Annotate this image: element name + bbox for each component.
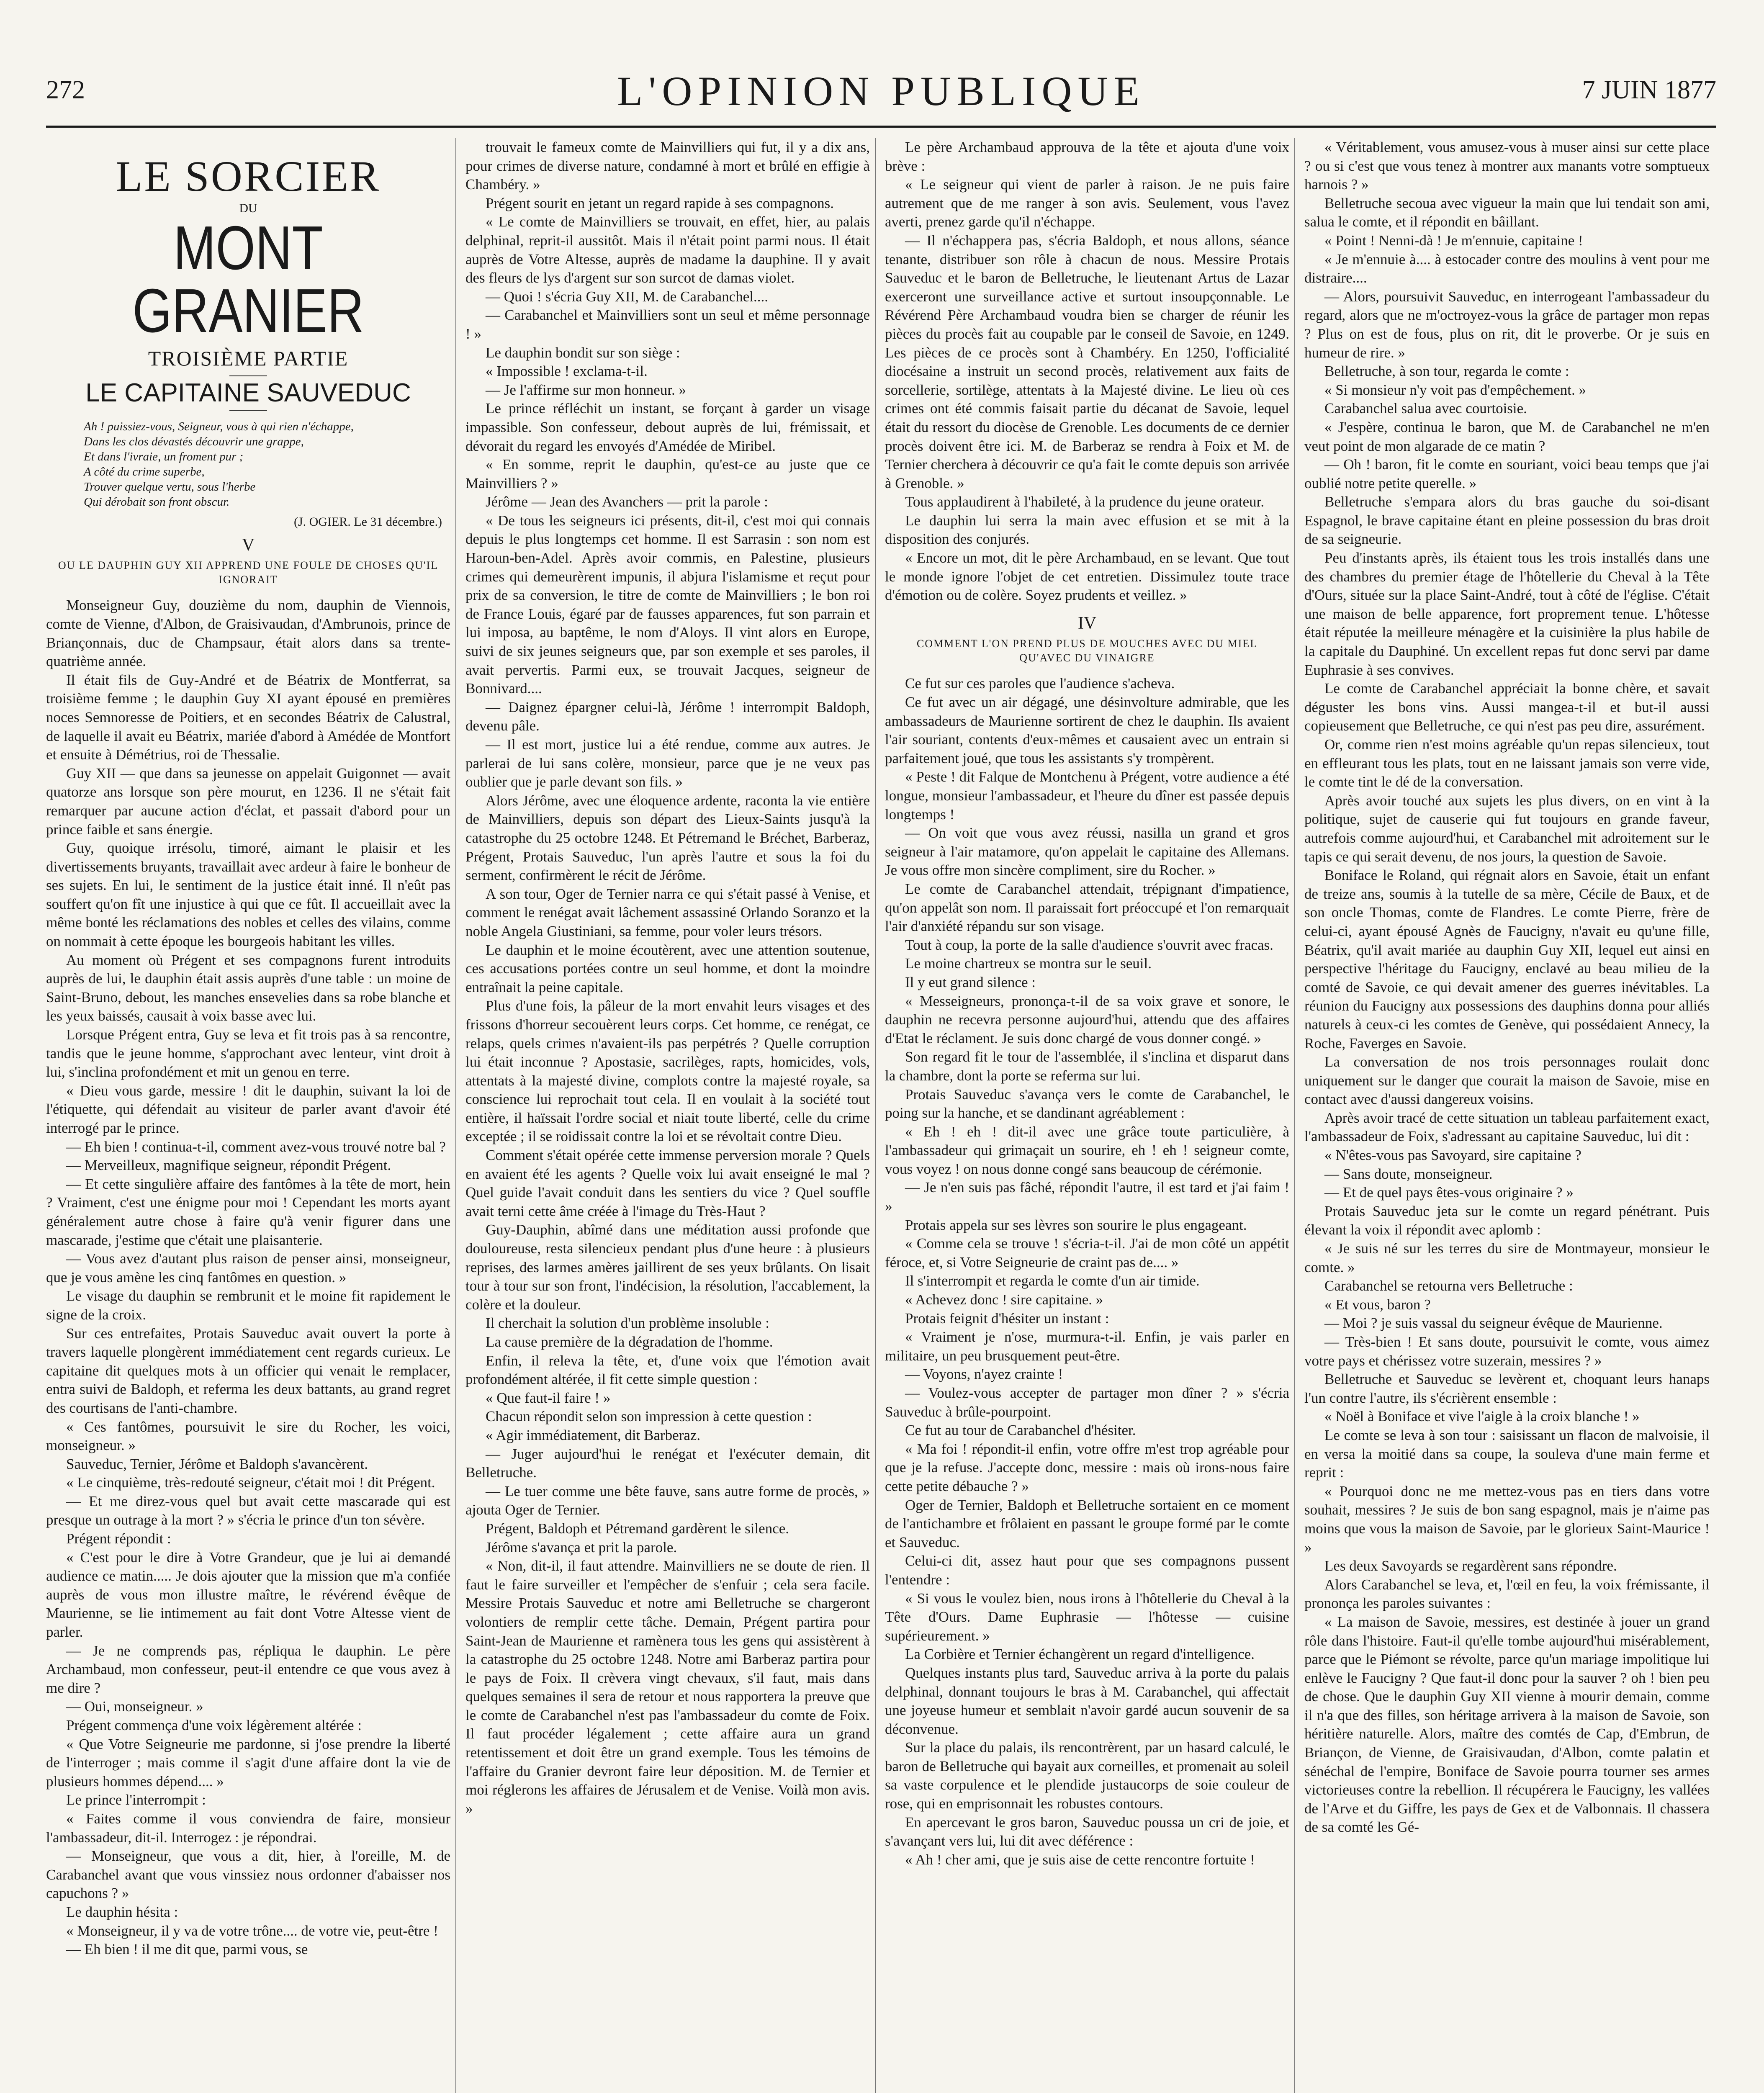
paragraph: Tous applaudirent à l'habileté, à la prudence du jeune orateur.	[905, 494, 1265, 510]
paragraph: « Le cinquième, très-redouté seigneur, c'était moi ! dit Prégent.	[66, 1474, 435, 1491]
section-title: LE CAPITAINE SAUVEDUC	[85, 378, 411, 407]
column-1	[46, 138, 456, 2093]
paragraph: — Vous avez d'autant plus raison de penser ainsi, monseigneur, que je vous amène les cinq fantômes en question. »	[46, 1250, 450, 1286]
paragraph: — Il est mort, justice lui a été rendue, comme aux autres. Je parlerai de lui sans colère, monsieur, parce que je ne veux pas oublier que je parle devant son fils. »	[465, 736, 870, 790]
paragraph: Prégent sourit en jetant un regard rapide à ses compagnons.	[486, 195, 834, 211]
paragraph: Protais Sauveduc jeta sur le comte un regard pénétrant. Puis élevant la voix il répondit avec aplomb :	[1304, 1203, 1710, 1238]
paragraph: « Comme cela se trouve ! s'écria-t-il. J'ai de mon côté un appétit féroce, et, si Votre Seigneurie de craint pas de.... »	[885, 1235, 1289, 1270]
page-header	[46, 67, 1716, 121]
paragraph: « Eh ! eh ! dit-il avec une grâce toute particulière, à l'ambassadeur qui grimaçait un sourire, eh ! eh ! seigneur comte, vous voyez ! on nous donne congé sans beaucoup de cérémonie.	[885, 1123, 1289, 1177]
paragraph: — Eh bien ! il me dit que, parmi vous, se	[66, 1941, 308, 1958]
paragraph: — Et cette singulière affaire des fantômes à la tête de mort, hein ? Vraiment, c'est une énigme pour moi ! Cependant les morts ayant généralement autre chose à faire qu'à venir figurer dans une mascarade, j'estime que c'était une plaisanterie.	[46, 1175, 450, 1248]
paragraph: « N'êtes-vous pas Savoyard, sire capitaine ?	[1324, 1147, 1581, 1164]
paragraph: Le dauphin bondit sur son siège :	[486, 344, 680, 361]
section-rule	[229, 410, 267, 411]
paragraph: — Je l'affirme sur mon honneur. »	[486, 381, 687, 398]
col3-text-a	[885, 138, 1289, 605]
paragraph: Carabanchel salua avec courtoisie.	[1324, 400, 1527, 417]
paragraph: Il y eut grand silence :	[905, 974, 1036, 990]
paragraph: « C'est pour le dire à Votre Grandeur, que je lui ai demandé audience ce matin..... Je dois ajouter que la mission que m'a confiée auprès de vous mon illustre maître, le révérend évêque de Maurienne, se lie intimement au fait dont Votre Altesse vient de parler.	[46, 1549, 450, 1640]
paragraph: Celui-ci dit, assez haut pour que ses compagnons pussent l'entendre :	[885, 1553, 1289, 1588]
newspaper-columns	[46, 138, 1716, 2093]
paragraph: Ce fut au tour de Carabanchel d'hésiter.	[905, 1422, 1136, 1439]
paragraph: Il s'interrompit et regarda le comte d'un air timide.	[905, 1273, 1200, 1289]
paragraph: « Noël à Boniface et vive l'aigle à la croix blanche ! »	[1324, 1408, 1640, 1425]
paragraph: « Que faut-il faire ! »	[486, 1389, 611, 1406]
page-number: 272	[46, 76, 85, 104]
chapter-number: IV	[1077, 613, 1097, 633]
paragraph: « Je m'ennuie à.... à estocader contre des moulins à vent pour me distraire....	[1304, 251, 1710, 286]
col1-text	[46, 596, 450, 1959]
epigraph-line: Ah ! puissiez-vous, Seigneur, vous à qui rien n'échappe,	[84, 420, 354, 434]
paragraph: — Monseigneur, que vous a dit, hier, à l'oreille, M. de Carabanchel avant que vous vinssiez nous ordonner d'abaisser nos capuchons ? »	[46, 1848, 450, 1902]
paragraph: « Encore un mot, dit le père Archambaud, en se levant. Que tout le monde ignore l'objet de cet entretien. Dissimulez toute trace d'émotion ou de colère. Soyez prudents et veillez. »	[885, 550, 1289, 604]
title-rule	[229, 375, 267, 376]
col3-text-b	[885, 674, 1289, 1869]
paragraph: — Très-bien ! Et sans doute, poursuivit le comte, vous aimez votre pays et chérissez votre suzerain, messires ? »	[1304, 1334, 1710, 1369]
paragraph: — Je ne comprends pas, répliqua le dauphin. Le père Archambaud, mon confesseur, peut-il entendre ce que vous avez à me dire ?	[46, 1642, 450, 1696]
paragraph: Monseigneur Guy, douzième du nom, dauphin de Viennois, comte de Vienne, d'Albon, de Graisivaudan, d'Ambrunois, prince de Briançonnais, duc de Champsaur, était alors dans sa trente-quatrième année.	[46, 597, 450, 670]
paragraph: « Faites comme il vous conviendra de faire, monsieur l'ambassadeur, dit-il. Interrogez : je répondrai.	[46, 1810, 450, 1846]
paragraph: — Voulez-vous accepter de partager mon dîner ? » s'écria Sauveduc à brûle-pourpoint.	[885, 1385, 1289, 1420]
paragraph: Jérôme — Jean des Avanchers — prit la parole :	[486, 494, 768, 510]
paragraph: « Vraiment je n'ose, murmura-t-il. Enfin, je vais parler en militaire, un peu brusquement peut-être.	[885, 1329, 1289, 1364]
epigraph-line: Qui dérobait son front obscur.	[84, 495, 230, 509]
title-mont-granier: MONT GRANIER	[132, 213, 364, 345]
paragraph: « Agir immédiatement, dit Barberaz.	[486, 1427, 701, 1443]
paragraph: « Que Votre Seigneurie me pardonne, si j'ose prendre la liberté de l'interroger ; mais comme il s'agit d'une affaire dont la vie de plusieurs hommes dépend.... »	[46, 1736, 450, 1790]
paragraph: Belletruche, à son tour, regarda le comte :	[1324, 363, 1569, 380]
paragraph: — Sans doute, monseigneur.	[1324, 1165, 1493, 1182]
issue-date: 7 JUIN 1877	[1582, 76, 1716, 104]
paragraph: — Oh ! baron, fit le comte en souriant, voici beau temps que j'ai oublié notre petite querelle. »	[1304, 456, 1710, 491]
paragraph: « Dieu vous garde, messire ! dit le dauphin, suivant la loi de l'étiquette, qui défendait au visiteur de parler avant d'avoir été interrogé par le prince.	[46, 1082, 450, 1136]
feuilleton-title	[46, 152, 450, 345]
paragraph: Le dauphin hésita :	[66, 1903, 178, 1920]
paragraph: — Eh bien ! continua-t-il, comment avez-vous trouvé notre bal ?	[66, 1138, 446, 1155]
column-3	[885, 138, 1295, 2093]
column-2	[465, 138, 876, 2093]
paragraph: Le comte de Carabanchel appréciait la bonne chère, et savait déguster les bons vins. Aussi mangea-t-il et but-il aussi copieusement que Belletruche, ce qui n'est pas peu dire, assurément.	[1304, 680, 1710, 734]
paragraph: Le dauphin et le moine écoutèrent, avec une attention soutenue, ces accusations portées contre un seul homme, et dont la moindre entraînait la peine capitale.	[465, 941, 870, 995]
paragraph: Belletruche s'empara alors du bras gauche du soi-disant Espagnol, le brave capitaine étant en pleine possession du bras droit de sa seigneurie.	[1304, 494, 1710, 548]
paragraph: Tout à coup, la porte de la salle d'audience s'ouvrit avec fracas.	[905, 936, 1273, 953]
paragraph: Le visage du dauphin se rembrunit et le moine fit rapidement le signe de la croix.	[46, 1288, 450, 1323]
paragraph: La cause première de la dégradation de l'homme.	[486, 1334, 773, 1350]
paragraph: « Ma foi ! répondit-il enfin, votre offre m'est trop agréable pour que je la refuse. J'accepte donc, messire : mais où irons-nous faire cette petite débauche ? »	[885, 1440, 1289, 1494]
paragraph: Son regard fit le tour de l'assemblée, il s'inclina et disparut dans la chambre, dont la porte se referma sur lui.	[885, 1049, 1289, 1084]
paragraph: « De tous les seigneurs ici présents, dit-il, c'est moi qui connais depuis le plus longtemps cet homme. Il est Sarrasin : son nom est Haroun-ben-Adel. Après avoir commis, en Palestine, plusieurs crimes qui demeurèrent impunis, il abjura l'islamisme et reçut pour prix de sa conversion, le titre de comte de Mainvilliers ; le bon roi de France Louis, égaré par de fausses apparences, fut son parrain et lui imposa, au baptême, le nom d'Aloys. Il vint alors en Europe, suivi de six jeunes seigneurs que, par son exemple et ses paroles, il avait pervertis. Parmi eux, se trouvait Jacques, seigneur de Bonnivard....	[465, 512, 870, 697]
paragraph: Belletruche secoua avec vigueur la main que lui tendait son ami, salua le comte, et il répondit en bâillant.	[1304, 195, 1710, 230]
paragraph: — Daignez épargner celui-là, Jérôme ! interrompit Baldoph, devenu pâle.	[465, 699, 870, 734]
paragraph: Guy-Dauphin, abîmé dans une méditation aussi profonde que douloureuse, resta silencieux pendant plus d'une heure : à plusieurs reprises, des larmes amères jaillirent de ses yeux brûlants. On lisait tour à tour sur son front, l'indécision, la résolution, l'accablement, la colère et la douleur.	[465, 1221, 870, 1313]
paragraph: Le comte se leva à son tour : saisissant un flacon de malvoisie, il en versa la moitié dans sa coupe, la souleva d'une main ferme et reprit :	[1304, 1427, 1710, 1481]
chapter-title: COMMENT L'ON PREND PLUS DE MOUCHES AVEC DU MIEL QU'AVEC DU VINAIGRE	[916, 638, 1258, 664]
part-label: TROISIÈME PARTIE	[148, 347, 349, 370]
paragraph: « Pourquoi donc ne me mettez-vous pas en tiers dans votre souhait, messires ? Je suis de bon sang espagnol, mais je n'aime pas moins que vous la maison de Savoie, par le glorieux Saint-Maurice ! »	[1304, 1483, 1710, 1556]
paragraph: Il était fils de Guy-André et de Béatrix de Montferrat, sa troisième femme ; le dauphin Guy XI ayant épousé en premières noces Semnoresse de Poitiers, et en secondes Béatrix de Calustral, de laquelle il avait eu Béatrix, mariée d'abord à Amédée de Montfort et ensuite à Démétrius, roi de Thessalie.	[46, 671, 450, 763]
paragraph: Guy, quoique irrésolu, timoré, aimant le plaisir et les divertissements bruyants, travaillait avec ardeur à faire le bonheur de ses sujets. En lui, le sentiment de la justice était inné. Il n'eût pas souffert qu'on fît une injustice à qui que ce fût. Il accueillait avec la même bonté les réclamations des nobles et celles des vilains, comme on nommait à cette époque les bourgeois habitant les villes.	[46, 840, 450, 950]
paragraph: Le père Archambaud approuva de la tête et ajouta d'une voix brève :	[885, 139, 1289, 174]
paragraph: Prégent répondit :	[66, 1530, 171, 1547]
paragraph: — Il n'échappera pas, s'écria Baldoph, et nous allons, séance tenante, distribuer son rôle à chacun de nous. Messire Protais Sauveduc et le baron de Belletruche, le lieutenant Artus de Lazar exerceront une surveillance active et surtout insoupçonnable. Le Révérend Père Archambaud voudra bien se charger de réunir les pièces du procès fait au coupable par le conseil de Savoie, en 1249. Les pièces de ce procès sont à Chambéry. En 1250, l'officialité diocésaine a instruit un second procès, relativement aux faits de sorcellerie, sortilège, attentats à la Majesté divine. Le lieu où ces crimes ont été commis faisait partie du décanat de Savoie, lequel était du ressort du diocèse de Grenoble. Les documents de ce dernier procès doivent être ici. M. de Barberaz se rendra à Foix et M. de Ternier cherchera à découvrir ce qu'a fait le comte depuis son arrivée à Grenoble. »	[885, 232, 1289, 491]
paragraph: Quelques instants plus tard, Sauveduc arriva à la porte du palais delphinal, donnant toujours le bras à M. Carabanchel, qui affectait une joyeuse humeur et semblait n'avoir gardé aucun souvenir de sa déconvenue.	[885, 1664, 1289, 1737]
paragraph: Au moment où Prégent et ses compagnons furent introduits auprès de lui, le dauphin était assis auprès d'une table : un moine de Saint-Bruno, debout, les manches ensevelies dans sa robe blanche et les yeux baissés, causait à voix basse avec lui.	[46, 951, 450, 1024]
title-du: DU	[239, 201, 257, 215]
paragraph: En apercevant le gros baron, Sauveduc poussa un cri de joie, et s'avançant vers lui, lui dit avec déférence :	[885, 1814, 1289, 1849]
paragraph: Protais feignit d'hésiter un instant :	[905, 1310, 1109, 1327]
paragraph: « Le seigneur qui vient de parler à raison. Je ne puis faire autrement que de me ranger à son avis. Seulement, vous l'avez averti, prenez garde qu'il n'échappe.	[885, 176, 1289, 230]
paragraph: « En somme, reprit le dauphin, qu'est-ce au juste que ce Mainvilliers ? »	[465, 456, 870, 491]
paragraph: « Peste ! dit Falque de Montchenu à Prégent, votre audience a été longue, monsieur l'ambassadeur, et l'heure du dîner est passée depuis longtemps !	[885, 769, 1289, 823]
paragraph: Chacun répondit selon son impression à cette question :	[486, 1408, 812, 1425]
paragraph: — Voyons, n'ayez crainte !	[905, 1366, 1063, 1383]
paragraph: Protais Sauveduc s'avança vers le comte de Carabanchel, le poing sur la hanche, et se dandinant agréablement :	[885, 1086, 1289, 1121]
paragraph: — Carabanchel et Mainvilliers sont un seul et même personnage ! »	[465, 307, 870, 342]
paragraph: Carabanchel se retourna vers Belletruche :	[1324, 1278, 1573, 1294]
paragraph: Le prince réfléchit un instant, se forçant à garder un visage impassible. Son confesseur, debout auprès de lui, frémissait, et dévorait du regard les envoyés d'Amédée de Miribel.	[465, 400, 870, 454]
chapter-title: OU LE DAUPHIN GUY XII APPREND UNE FOULE DE CHOSES QU'IL IGNORAIT	[58, 559, 439, 586]
paragraph: Il cherchait la solution d'un problème insoluble :	[486, 1315, 769, 1332]
paragraph: « Non, dit-il, il faut attendre. Mainvilliers ne se doute de rien. Il faut le faire surveiller et l'empêcher de s'enfuir ; cela sera facile. Messire Protais Sauveduc et notre ami Belletruche se chargeront volontiers de remplir cette tâche. Demain, Prégent partira pour Saint-Jean de Maurienne et ramènera tous les gens qui assistèrent à la catastrophe du 25 octobre 1248. Notre ami Barberaz partira pour le pays de Foix. Il crèvera vingt chevaux, s'il faut, mais dans quelques semaines il sera de retour et nous rapportera la preuve que le comte de Carabanchel n'est pas l'ambassadeur du comte de Foix. Il faut procéder légalement ; cette affaire aura un grand retentissement et doit être un grand exemple. Tous les témoins de l'affaire du Granier devront faire leur déposition. M. de Ternier et moi réglerons les affaires de Jérusalem et de Venise. Voilà mon avis. »	[465, 1558, 870, 1817]
epigraph-line: Trouver quelque vertu, sous l'herbe	[84, 480, 256, 494]
paragraph: Sur ces entrefaites, Protais Sauveduc avait ouvert la porte à travers laquelle plongèrent immédiatement cent regards curieux. Le capitaine dit quelques mots à un officier qui venait le remplacer, entra suivi de Baldoph, et referma les deux battants, au grand regret des courtisans de l'anti-chambre.	[46, 1325, 450, 1416]
paragraph: — On voit que vous avez réussi, nasilla un grand et gros seigneur à l'air matamore, qu'on appelait le capitaine des Allemans. Je vous offre mon sincère compliment, sire du Rocher. »	[885, 825, 1289, 879]
paragraph: — Alors, poursuivit Sauveduc, en interrogeant l'ambassadeur du regard, alors que ne m'octroyez-vous la grâce de partager mon repas ? Plus on est de fous, plus on rit, dit le proverbe. Or je suis en humeur de rire. »	[1304, 288, 1710, 361]
paragraph: Prégent, Baldoph et Pétremand gardèrent le silence.	[486, 1520, 789, 1537]
paragraph: Après avoir tracé de cette situation un tableau parfaitement exact, l'ambassadeur de Foix, s'adressant au capitaine Sauveduc, lui dit :	[1304, 1109, 1710, 1145]
paragraph: Protais appela sur ses lèvres son sourire le plus engageant.	[905, 1216, 1247, 1233]
paragraph: « Et vous, baron ?	[1324, 1296, 1431, 1313]
header-rule	[46, 126, 1716, 128]
paragraph: — Le tuer comme une bête fauve, sans autre forme de procès, » ajouta Oger de Ternier.	[465, 1483, 870, 1518]
paragraph: « Si monsieur n'y voit pas d'empêchement. »	[1324, 381, 1587, 398]
journal-title: L'OPINION PUBLIQUE	[617, 68, 1145, 114]
col2-text	[465, 138, 870, 1818]
col4-text	[1304, 138, 1710, 1837]
paragraph: Guy XII — que dans sa jeunesse on appelait Guigonnet — avait quatorze ans lorsque son père mourut, en 1236. Il ne s'était fait remarquer par aucune action d'éclat, et passait d'abord pour un prince faible et sans énergie.	[46, 765, 450, 838]
paragraph: Sauveduc, Ternier, Jérôme et Baldoph s'avancèrent.	[66, 1455, 368, 1472]
paragraph: « Messeigneurs, prononça-t-il de sa voix grave et sonore, le dauphin ne recevra personne aujourd'hui, attendu que des affaires d'Etat le réclament. Je suis donc chargé de vous donner congé. »	[885, 993, 1289, 1046]
title-le-sorcier: LE SORCIER	[116, 152, 381, 201]
paragraph: Le dauphin lui serra la main avec effusion et se mit à la disposition des conjurés.	[885, 512, 1289, 548]
epigraph-line: Et dans l'ivraie, un froment pur ;	[84, 450, 244, 464]
paragraph: Alors Carabanchel se leva, et, l'œil en feu, la voix frémissante, il prononça les paroles suivantes :	[1304, 1576, 1710, 1612]
paragraph: « Ces fantômes, poursuivit le sire du Rocher, les voici, monseigneur. »	[46, 1418, 450, 1454]
epigraph-source: (J. OGIER. Le 31 décembre.)	[293, 515, 442, 529]
paragraph: A son tour, Oger de Ternier narra ce qui s'était passé à Venise, et comment le renégat avait lâchement assassiné Orlando Soranzo et la noble Angela Giustiniani, sa femme, pour voler leurs trésors.	[465, 885, 870, 939]
paragraph: Alors Jérôme, avec une éloquence ardente, raconta la vie entière de Mainvilliers, depuis son départ des Lieux-Saints jusqu'à la catastrophe du 25 octobre 1248. Et Pétremand le Bréchet, Barberaz, Prégent, Protais Sauveduc, l'un après l'autre et sous la foi du serment, confirmèrent le récit de Jérôme.	[465, 792, 870, 884]
paragraph: — Je n'en suis pas fâché, répondit l'autre, il est tard et j'ai faim ! »	[885, 1179, 1289, 1215]
chapter-number: V	[242, 535, 255, 555]
paragraph: Sur la place du palais, ils rencontrèrent, par un hasard calculé, le baron de Belletruche qui bayait aux corneilles, et promenait au soleil sa vaste corpulence et le plendide justaucorps de soie couleur de rose, qui en emprisonnait les robustes contours.	[885, 1739, 1289, 1812]
paragraph: trouvait le fameux comte de Mainvilliers qui fut, il y a dix ans, pour crimes de diverse nature, condamné à mort et brûlé en effigie à Chambéry. »	[465, 139, 870, 193]
paragraph: — Et de quel pays êtes-vous originaire ? »	[1324, 1184, 1574, 1201]
paragraph: « Ah ! cher ami, que je suis aise de cette rencontre fortuite !	[905, 1851, 1255, 1868]
paragraph: Prégent commença d'une voix légèrement altérée :	[66, 1717, 362, 1733]
paragraph: Boniface le Roland, qui régnait alors en Savoie, était un enfant de treize ans, soumis à la tutelle de sa mère, Cécile de Baux, et de son oncle Thomas, comte de Flandres. Le comte Pierre, frère de celui-ci, ayant épousé Agnès de Faucigny, n'avait eu qu'une fille, Béatrix, qu'il avait mariée au dauphin Guy XII, lequel eut ainsi en perspective l'héritage du Faucigny, enclavé au beau milieu de la comté de Savoie, ce qui devait amener des guerres inévitables. La réunion du Faucigny aux possessions des dauphins donna pour alliés naturels à ceux-ci les comtes de Genève, qui possédaient Annecy, la Roche, Faverges en Savoie.	[1304, 867, 1710, 1052]
paragraph: « Je suis né sur les terres du sire de Montmayeur, monsieur le comte. »	[1304, 1240, 1710, 1275]
paragraph: « J'espère, continua le baron, que M. de Carabanchel ne m'en veut point de mon algarade de ce matin ?	[1304, 419, 1710, 454]
paragraph: Jérôme s'avança et prit la parole.	[486, 1539, 677, 1556]
paragraph: La conversation de nos trois personnages roulait donc uniquement sur le danger que courait la maison de Savoie, mise en contact avec d'aussi dangereux voisins.	[1304, 1054, 1710, 1108]
column-4	[1304, 138, 1715, 2093]
paragraph: Les deux Savoyards se regardèrent sans répondre.	[1324, 1558, 1617, 1574]
paragraph: — Oui, monseigneur. »	[66, 1698, 203, 1715]
paragraph: Or, comme rien n'est moins agréable qu'un repas silencieux, tout en effleurant tous les plats, tout en ne laissant jamais son verre vide, le comte tint le dé de la conversation.	[1304, 736, 1710, 790]
paragraph: Ce fut avec un air dégagé, une désinvolture admirable, que les ambassadeurs de Maurienne sortirent de chez le dauphin. Ils avaient l'air souriant, contents d'eux-mêmes et causaient avec un entrain si parfaitement joué, que tous les assistants s'y trompèrent.	[885, 694, 1289, 766]
paragraph: Le prince l'interrompit :	[66, 1792, 206, 1808]
epigraph-line: A côté du crime superbe,	[84, 465, 205, 479]
paragraph: Le comte de Carabanchel attendait, trépignant d'impatience, qu'on appelât son nom. Il paraissait fort préoccupé et l'on remarquait l'air d'anxiété répandu sur son visage.	[885, 880, 1289, 935]
paragraph: Oger de Ternier, Baldoph et Belletruche sortaient en ce moment de l'antichambre et frôlaient en passant le groupe formé par le comte et Sauveduc.	[885, 1496, 1289, 1550]
paragraph: — Moi ? je suis vassal du seigneur évêque de Maurienne.	[1324, 1315, 1663, 1332]
paragraph: Plus d'une fois, la pâleur de la mort envahit leurs visages et des frissons d'horreur secouèrent leurs corps. Cet homme, ce renégat, ce relaps, quels crimes n'avaient-ils pas perpétrés ? Quelle corruption lui était inconnue ? Apostasie, sacrilèges, rapts, homicides, vols, attentats à la majesté divine, complots contre la majesté royale, sa conscience lui reprochait tout cela. Il en voulait à la société tout entière, il haïssait l'ordre social et niait toute liberté, celle du crime exceptée ; il se roidissait contre la loi et se révoltait contre Dieu.	[465, 998, 870, 1145]
paragraph: « Point ! Nenni-dà ! Je m'ennuie, capitaine !	[1324, 232, 1583, 249]
paragraph: — Et me direz-vous quel but avait cette mascarade qui est presque un outrage à la mort ? » s'écria le prince d'un ton sévère.	[46, 1493, 450, 1528]
paragraph: — Quoi ! s'écria Guy XII, M. de Carabanchel....	[486, 288, 768, 305]
paragraph: Le moine chartreux se montra sur le seuil.	[905, 955, 1152, 972]
paragraph: Comment s'était opérée cette immense perversion morale ? Quels en avaient été les agents ? Quelle voix lui avait enseigné le mal ? Quel guide l'avait conduit dans les sentiers du vice ? Quel souffle avait terni cette âme créée à l'image du Très-Haut ?	[465, 1147, 870, 1219]
paragraph: « Véritablement, vous amusez-vous à muser ainsi sur cette place ? ou si c'est que vous tenez à montrer aux manants votre somptueux harnois ? »	[1304, 139, 1710, 193]
paragraph: Peu d'instants après, ils étaient tous les trois installés dans une des chambres du premier étage de l'hôtellerie du Cheval à la Tête d'Ours, située sur la place Saint-André, tout à côté de l'église. C'était une maison de belle apparence, fort proprement tenue. L'hôtesse était réputée la meilleure ménagère et la cuisinière la plus habile de la capitale du Dauphiné. Un excellent repas fut donc servi par dame Euphrasie à ses convives.	[1304, 550, 1710, 678]
epigraph	[84, 419, 450, 509]
paragraph: Belletruche et Sauveduc se levèrent et, choquant leurs hanaps l'un contre l'autre, ils s'écrièrent ensemble :	[1304, 1371, 1710, 1406]
epigraph-line: Dans les clos dévastés découvrir une grappe,	[84, 435, 304, 449]
paragraph: Ce fut sur ces paroles que l'audience s'acheva.	[905, 675, 1175, 692]
paragraph: « Impossible ! exclama-t-il.	[486, 363, 648, 380]
paragraph: « Achevez donc ! sire capitaine. »	[905, 1291, 1103, 1308]
paragraph: Après avoir touché aux sujets les plus divers, on en vint à la politique, sujet de causerie qui fut toujours en grande faveur, autrefois comme aujourd'hui, et Carabanchel mit adroitement sur le tapis ce qui serait devenu, de nos jours, la question de Savoie.	[1304, 792, 1710, 865]
paragraph: La Corbière et Ternier échangèrent un regard d'intelligence.	[905, 1646, 1255, 1663]
paragraph: — Juger aujourd'hui le renégat et l'exécuter demain, dit Belletruche.	[465, 1445, 870, 1481]
paragraph: — Merveilleux, magnifique seigneur, répondit Prégent.	[66, 1157, 391, 1174]
paragraph: « Si vous le voulez bien, nous irons à l'hôtellerie du Cheval à la Tête d'Ours. Dame Euphrasie — l'hôtesse — cuisine supérieurement. »	[885, 1590, 1289, 1644]
paragraph: « Le comte de Mainvilliers se trouvait, en effet, hier, au palais delphinal, reprit-il aussitôt. Mais il n'était point parmi nous. Il était auprès de Votre Altesse, auprès de madame la dauphine. Il y avait des fleurs de lys d'argent sur son surcot de damas violet.	[465, 213, 870, 286]
paragraph: « La maison de Savoie, messires, est destinée à jouer un grand rôle dans l'histoire. Faut-il qu'elle tombe aujourd'hui misérablement, parce que le Piémont se révolte, parce qu'un mariage impolitique lui enlève le Faucigny ? Que faut-il donc pour la sauver ? oh ! bien peu de chose. Que le dauphin Guy XII vienne à mourir demain, comme il n'a que des filles, son héritage arrivera à la maison de Savoie, son héritière naturelle. Alors, maître des comtés de Cap, d'Embrun, de Briançon, de Vienne, de Graisivaudan, d'Albon, comte palatin et sénéchal de l'empire, Boniface de Savoie pourra tourner ses armes victorieuses contre la rebellion. Il récupérera le Faucigny, les vallées de l'Arve et du Giffre, les pays de Gex et de Valbonnais. Il chassera de sa comté les Gé-	[1304, 1613, 1710, 1836]
paragraph: Enfin, il releva la tête, et, d'une voix que l'émotion avait profondément altérée, il fit cette simple question :	[465, 1352, 870, 1388]
paragraph: Lorsque Prégent entra, Guy se leva et fit trois pas à sa rencontre, tandis que le jeune homme, s'approchant avec lenteur, vint droit à lui, s'inclina profondément et mit un genou en terre.	[46, 1026, 450, 1080]
paragraph: « Monseigneur, il y va de votre trône.... de votre vie, peut-être !	[66, 1922, 438, 1939]
